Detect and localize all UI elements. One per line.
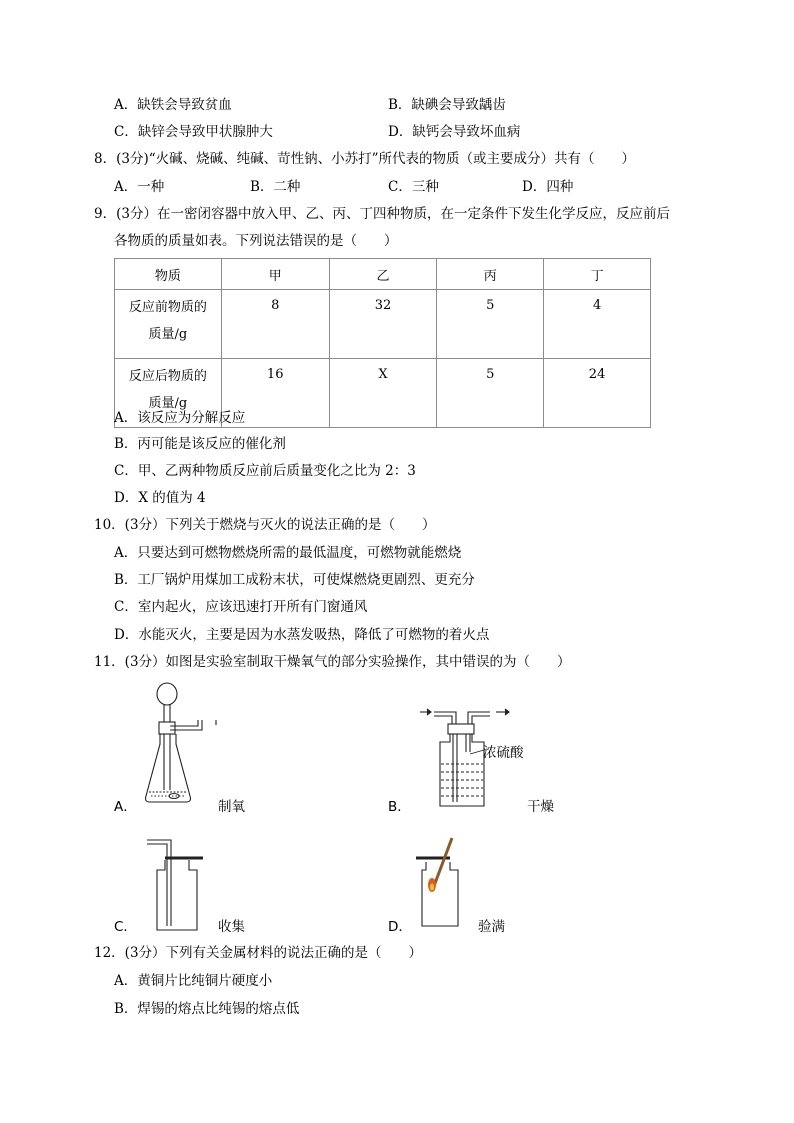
q12-option-a: A．黄铜片比纯铜片硬度小 xyxy=(114,973,273,989)
q10-option-a: A．只要达到可燃物燃烧所需的最低温度，可燃物就能燃烧 xyxy=(114,545,462,561)
q11-option-d-caption: 验满 xyxy=(478,919,505,935)
q11-option-a-caption: 制氧 xyxy=(218,799,245,815)
q11-stem: 11．(3分）如图是实验室制取干燥氧气的部分实验操作，其中错误的为（ ） xyxy=(94,654,571,670)
table-cell: 5 xyxy=(437,290,544,359)
q11-option-d-letter: D． xyxy=(388,919,412,935)
collection-bottle-figure xyxy=(145,836,215,932)
q8-option-c: C．三种 xyxy=(388,179,439,195)
table-header-cell: 丙 xyxy=(437,259,544,290)
table-header-cell: 乙 xyxy=(329,259,437,290)
table-cell: 16 xyxy=(221,359,329,428)
q7-option-c: C．缺锌会导致甲状腺肿大 xyxy=(114,124,273,140)
mass-table xyxy=(114,258,651,428)
q8-stem: 8．(3分)“火碱、烧碱、纯碱、苛性钠、小苏打”所代表的物质（或主要成分）共有（ ） xyxy=(94,151,636,167)
table-cell: 32 xyxy=(329,290,437,359)
q9-stem-line1: 9．(3分）在一密闭容器中放入甲、乙、丙、丁四种物质，在一定条件下发生化学反应，反应前后 xyxy=(94,206,670,222)
q11-option-b-letter: B． xyxy=(388,799,411,815)
fullness-test-figure xyxy=(414,836,484,932)
table-header-row xyxy=(115,259,651,290)
q9-option-c: C．甲、乙两种物质反应前后质量变化之比为 2：3 xyxy=(114,463,416,479)
table-cell: X xyxy=(329,359,437,428)
row-label-line: 反应后物质的 xyxy=(128,369,207,384)
table-header-cell: 甲 xyxy=(221,259,329,290)
q12-option-b: B．焊锡的熔点比纯锡的熔点低 xyxy=(114,1001,300,1017)
oxygen-generator-figure xyxy=(140,680,230,810)
acid-label: 浓硫酸 xyxy=(483,745,524,761)
q9-option-b: B．丙可能是该反应的催化剂 xyxy=(114,436,286,452)
table-cell: 5 xyxy=(437,359,544,428)
q7-option-a: A．缺铁会导致贫血 xyxy=(114,97,232,113)
row-label xyxy=(115,290,222,359)
q9-option-a: A．该反应为分解反应 xyxy=(114,410,246,426)
q10-stem: 10．(3分）下列关于燃烧与灭火的说法正确的是（ ） xyxy=(94,517,436,533)
q11-option-c-caption: 收集 xyxy=(218,919,245,935)
q8-option-b: B．二种 xyxy=(250,179,301,195)
q10-option-d: D．水能灭火，主要是因为水蒸发吸热，降低了可燃物的着火点 xyxy=(114,627,490,643)
q9-option-d: D．X 的值为 4 xyxy=(114,490,206,506)
q10-option-c: C．室内起火，应该迅速打开所有门窗通风 xyxy=(114,599,368,615)
row-label-line: 反应前物质的 xyxy=(128,300,207,315)
table-header-cell: 物质 xyxy=(115,259,222,290)
q7-option-b: B．缺碘会导致龋齿 xyxy=(388,97,506,113)
table-row xyxy=(115,290,651,359)
q12-stem: 12．(3分）下列有关金属材料的说法正确的是（ ） xyxy=(94,945,423,961)
q11-option-c-letter: C． xyxy=(114,919,137,935)
table-header-cell: 丁 xyxy=(544,259,651,290)
q11-option-b-caption: 干燥 xyxy=(527,799,554,815)
table-cell: 8 xyxy=(221,290,329,359)
q9-stem-line2: 各物质的质量如表。下列说法错误的是（ ） xyxy=(114,233,398,249)
row-label-line: 质量/g xyxy=(148,396,188,411)
q8-option-a: A．一种 xyxy=(114,179,165,195)
q8-option-d: D．四种 xyxy=(522,179,574,195)
q7-option-d: D．缺钙会导致坏血病 xyxy=(388,124,521,140)
table-cell: 4 xyxy=(544,290,651,359)
q10-option-b: B．工厂锅炉用煤加工成粉末状，可使煤燃烧更剧烈、更充分 xyxy=(114,572,475,588)
q11-option-a-letter: A． xyxy=(114,799,137,815)
row-label-line: 质量/g xyxy=(148,327,188,342)
table-cell: 24 xyxy=(544,359,651,428)
